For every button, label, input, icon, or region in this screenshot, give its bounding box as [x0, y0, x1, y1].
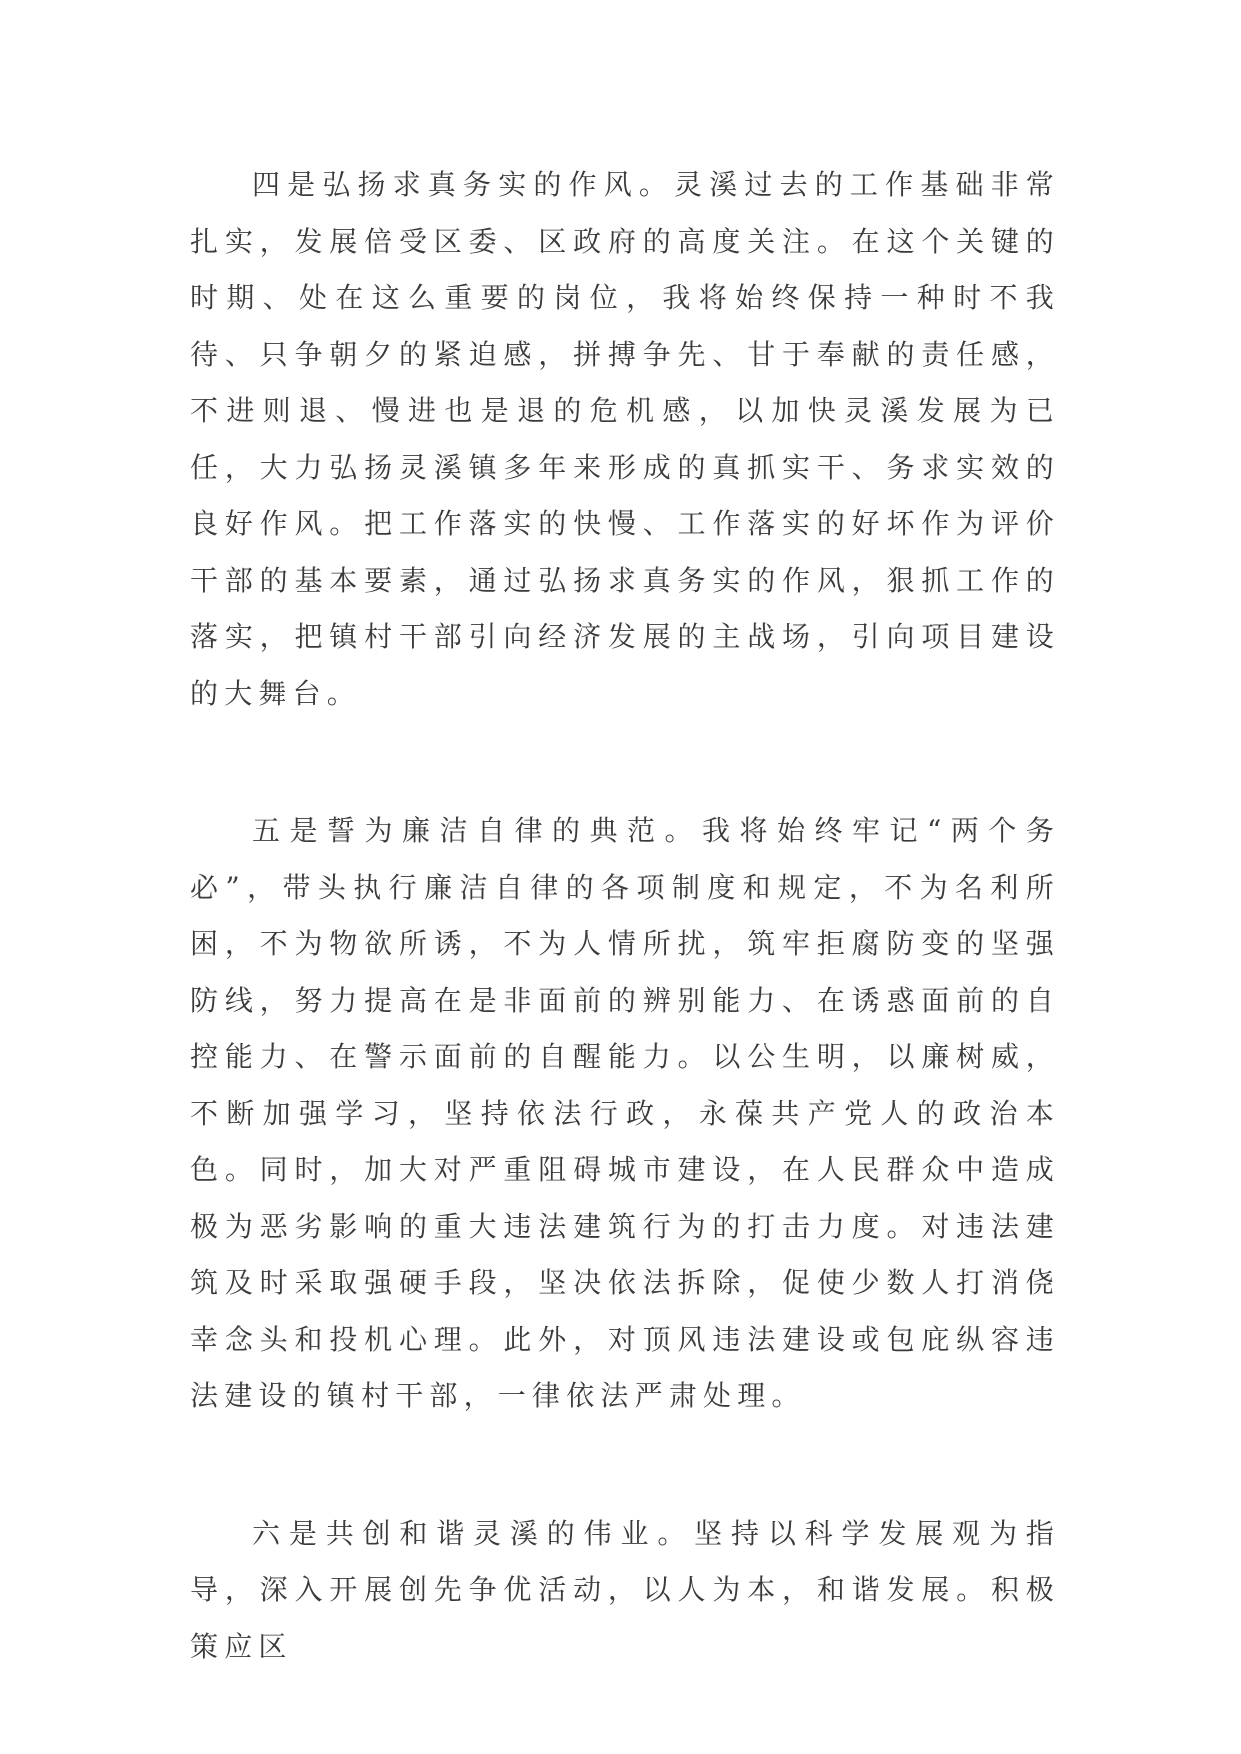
paragraph-fourth-point: 四是弘扬求真务实的作风。灵溪过去的工作基础非常扎实，发展倍受区委、区政府的高度关注。在这个关键的时期、处在这么重要的岗位，我将始终保持一种时不我待、只争朝夕的紧迫感，拼搏争先、甘于奉献的责任感，不进则退、慢进也是退的危机感，以加快灵溪发展为已任，大力弘扬灵溪镇多年来形成的真抓实干、务求实效的良好作风。把工作落实的快慢、工作落实的好坏作为评价干部的基本要素，通过弘扬求真务实的作风，狠抓工作的落实，把镇村干部引向经济发展的主战场，引向项目建设的大舞台。: [190, 168, 1060, 710]
paragraph-sixth-point: 六是共创和谐灵溪的伟业。坚持以科学发展观为指导，深入开展创先争优活动，以人为本，和谐发展。积极策应区: [190, 1516, 1060, 1663]
document-body: [190, 157, 1060, 1675]
paragraph-fifth-point: 五是誓为廉洁自律的典范。我将始终牢记“两个务必”，带头执行廉洁自律的各项制度和规定，不为名利所困，不为物欲所诱，不为人情所扰，筑牢拒腐防变的坚强防线，努力提高在是非面前的辨别能力、在诱惑面前的自控能力、在警示面前的自醒能力。以公生明，以廉树威，不断加强学习，坚持依法行政，永葆共产党人的政治本色。同时，加大对严重阻碍城市建设，在人民群众中造成极为恶劣影响的重大违法建筑行为的打击力度。对违法建筑及时采取强硬手段，坚决依法拆除，促使少数人打消侥幸念头和投机心理。此外，对顶风违法建设或包庇纵容违法建设的镇村干部，一律依法严肃处理。: [190, 814, 1060, 1412]
